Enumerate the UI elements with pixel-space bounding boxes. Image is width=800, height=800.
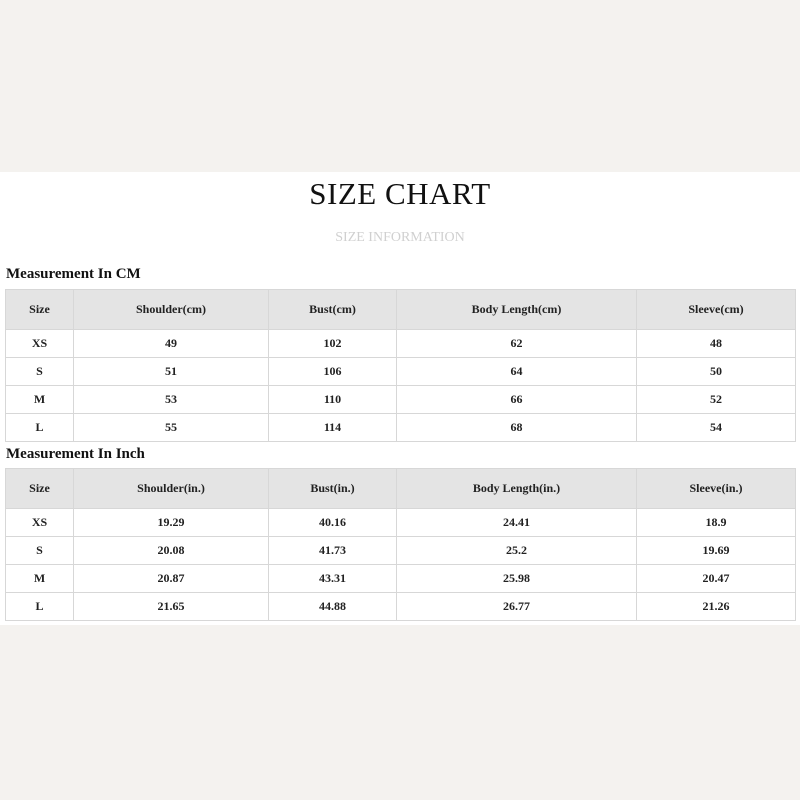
table-cell: 106 — [269, 358, 397, 386]
table-cell: 68 — [397, 414, 637, 442]
table-cell: 66 — [397, 386, 637, 414]
table-cell: 54 — [637, 414, 796, 442]
table-cell: 21.26 — [637, 593, 796, 621]
inch-size-table — [5, 468, 796, 621]
cm-section-label: Measurement In CM — [6, 266, 141, 282]
table-row — [6, 330, 796, 358]
table-cell: 25.2 — [397, 537, 637, 565]
table-cell: 102 — [269, 330, 397, 358]
table-cell: 25.98 — [397, 565, 637, 593]
size-chart-panel — [0, 172, 800, 625]
table-cell: M — [6, 386, 74, 414]
table-cell: 55 — [74, 414, 269, 442]
table-cell: 19.69 — [637, 537, 796, 565]
table-cell: 20.47 — [637, 565, 796, 593]
page-subtitle: SIZE INFORMATION — [335, 230, 465, 245]
table-cell: S — [6, 358, 74, 386]
table-cell: 26.77 — [397, 593, 637, 621]
table-cell: XS — [6, 330, 74, 358]
page-title: SIZE CHART — [309, 176, 491, 211]
header-cell-bust: Bust(in.) — [269, 469, 397, 509]
table-cell: 53 — [74, 386, 269, 414]
table-cell: 114 — [269, 414, 397, 442]
table-cell: 20.08 — [74, 537, 269, 565]
header-cell-bust: Bust(cm) — [269, 290, 397, 330]
table-cell: 19.29 — [74, 509, 269, 537]
header-cell-size: Size — [6, 469, 74, 509]
table-cell: 44.88 — [269, 593, 397, 621]
table-row — [6, 386, 796, 414]
header-cell-body-length: Body Length(cm) — [397, 290, 637, 330]
table-cell: L — [6, 593, 74, 621]
inch-section-label: Measurement In Inch — [6, 446, 145, 462]
header-cell-shoulder: Shoulder(cm) — [74, 290, 269, 330]
table-row — [6, 593, 796, 621]
header-cell-sleeve: Sleeve(in.) — [637, 469, 796, 509]
table-cell: 21.65 — [74, 593, 269, 621]
table-row — [6, 537, 796, 565]
table-row — [6, 509, 796, 537]
table-cell: 18.9 — [637, 509, 796, 537]
cm-size-table — [5, 289, 796, 442]
header-cell-shoulder: Shoulder(in.) — [74, 469, 269, 509]
table-cell: M — [6, 565, 74, 593]
header-cell-size: Size — [6, 290, 74, 330]
table-cell: 51 — [74, 358, 269, 386]
table-header-row — [6, 469, 796, 509]
table-header-row — [6, 290, 796, 330]
table-cell: 40.16 — [269, 509, 397, 537]
table-cell: 43.31 — [269, 565, 397, 593]
header-cell-sleeve: Sleeve(cm) — [637, 290, 796, 330]
table-cell: XS — [6, 509, 74, 537]
table-cell: 48 — [637, 330, 796, 358]
table-row — [6, 414, 796, 442]
table-cell: 41.73 — [269, 537, 397, 565]
table-cell: 49 — [74, 330, 269, 358]
table-cell: S — [6, 537, 74, 565]
header-cell-body-length: Body Length(in.) — [397, 469, 637, 509]
table-cell: 24.41 — [397, 509, 637, 537]
table-row — [6, 358, 796, 386]
table-cell: 62 — [397, 330, 637, 358]
table-cell: L — [6, 414, 74, 442]
table-cell: 110 — [269, 386, 397, 414]
table-cell: 52 — [637, 386, 796, 414]
table-cell: 64 — [397, 358, 637, 386]
table-cell: 20.87 — [74, 565, 269, 593]
table-cell: 50 — [637, 358, 796, 386]
table-row — [6, 565, 796, 593]
